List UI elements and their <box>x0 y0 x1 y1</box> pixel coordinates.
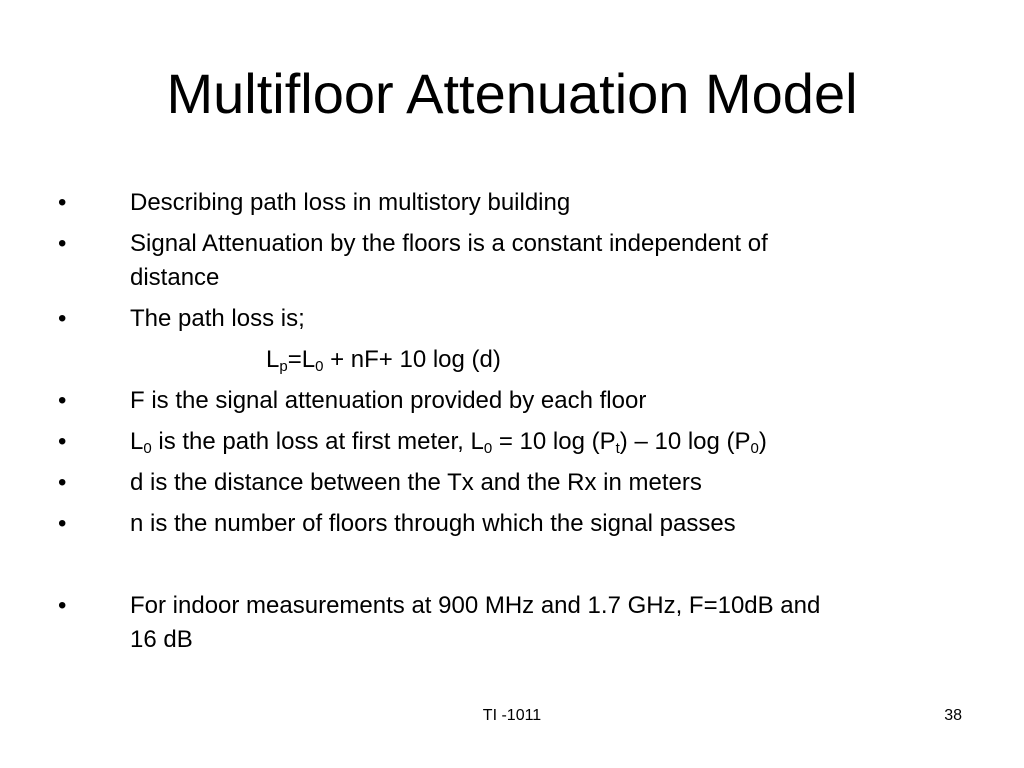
formula-symbol: L <box>266 346 280 373</box>
bullet-marker: • <box>58 305 67 332</box>
bullet-text: The path loss is; <box>130 305 305 332</box>
formula-text: = 10 log (P <box>492 428 616 455</box>
bullet-marker: • <box>58 592 67 619</box>
formula-symbol: L <box>130 428 144 455</box>
bullet-text-line: Signal Attenuation by the floors is a constant independent of <box>130 230 768 257</box>
bullet-text-line: For indoor measurements at 900 MHz and 1.7 GHz, F=10dB and <box>130 592 821 619</box>
formula-text: =L <box>287 346 316 373</box>
slide-title: Multifloor Attenuation Model <box>166 62 858 125</box>
bullet-text: d is the distance between the Tx and the Rx in meters <box>130 469 702 496</box>
bullet-text: n is the number of floors through which the signal passes <box>130 510 736 537</box>
formula-text: ) – 10 log (P <box>619 428 751 455</box>
formula-subscript: 0 <box>750 440 759 457</box>
footer-page-number: 38 <box>944 707 962 724</box>
bullet-marker: • <box>58 189 67 216</box>
bullet-text-line: distance <box>130 264 220 291</box>
formula-subscript: 0 <box>315 358 324 375</box>
bullet-text <box>130 425 950 459</box>
bullet-marker: • <box>58 510 67 537</box>
formula-subscript: 0 <box>483 440 493 457</box>
bullet-marker: • <box>58 230 67 257</box>
bullet-marker: • <box>58 469 67 496</box>
bullet-text <box>130 227 950 295</box>
bullet-text-line: 16 dB <box>130 626 193 653</box>
footer-course-code: TI -1011 <box>482 707 542 724</box>
formula-subscript: 0 <box>143 440 152 457</box>
bullet-marker: • <box>58 428 67 455</box>
formula-text: is the path loss at first meter, L <box>151 428 484 455</box>
formula-text: + nF+ 10 log (d) <box>323 346 501 373</box>
bullet-marker: • <box>58 387 67 414</box>
bullet-text: Describing path loss in multistory building <box>130 189 571 216</box>
formula-subscript: t <box>615 440 620 457</box>
formula-text: ) <box>758 428 767 455</box>
path-loss-formula <box>266 343 501 377</box>
bullet-text: F is the signal attenuation provided by each floor <box>130 387 647 414</box>
bullet-text <box>130 589 950 657</box>
formula-subscript: p <box>279 358 288 375</box>
